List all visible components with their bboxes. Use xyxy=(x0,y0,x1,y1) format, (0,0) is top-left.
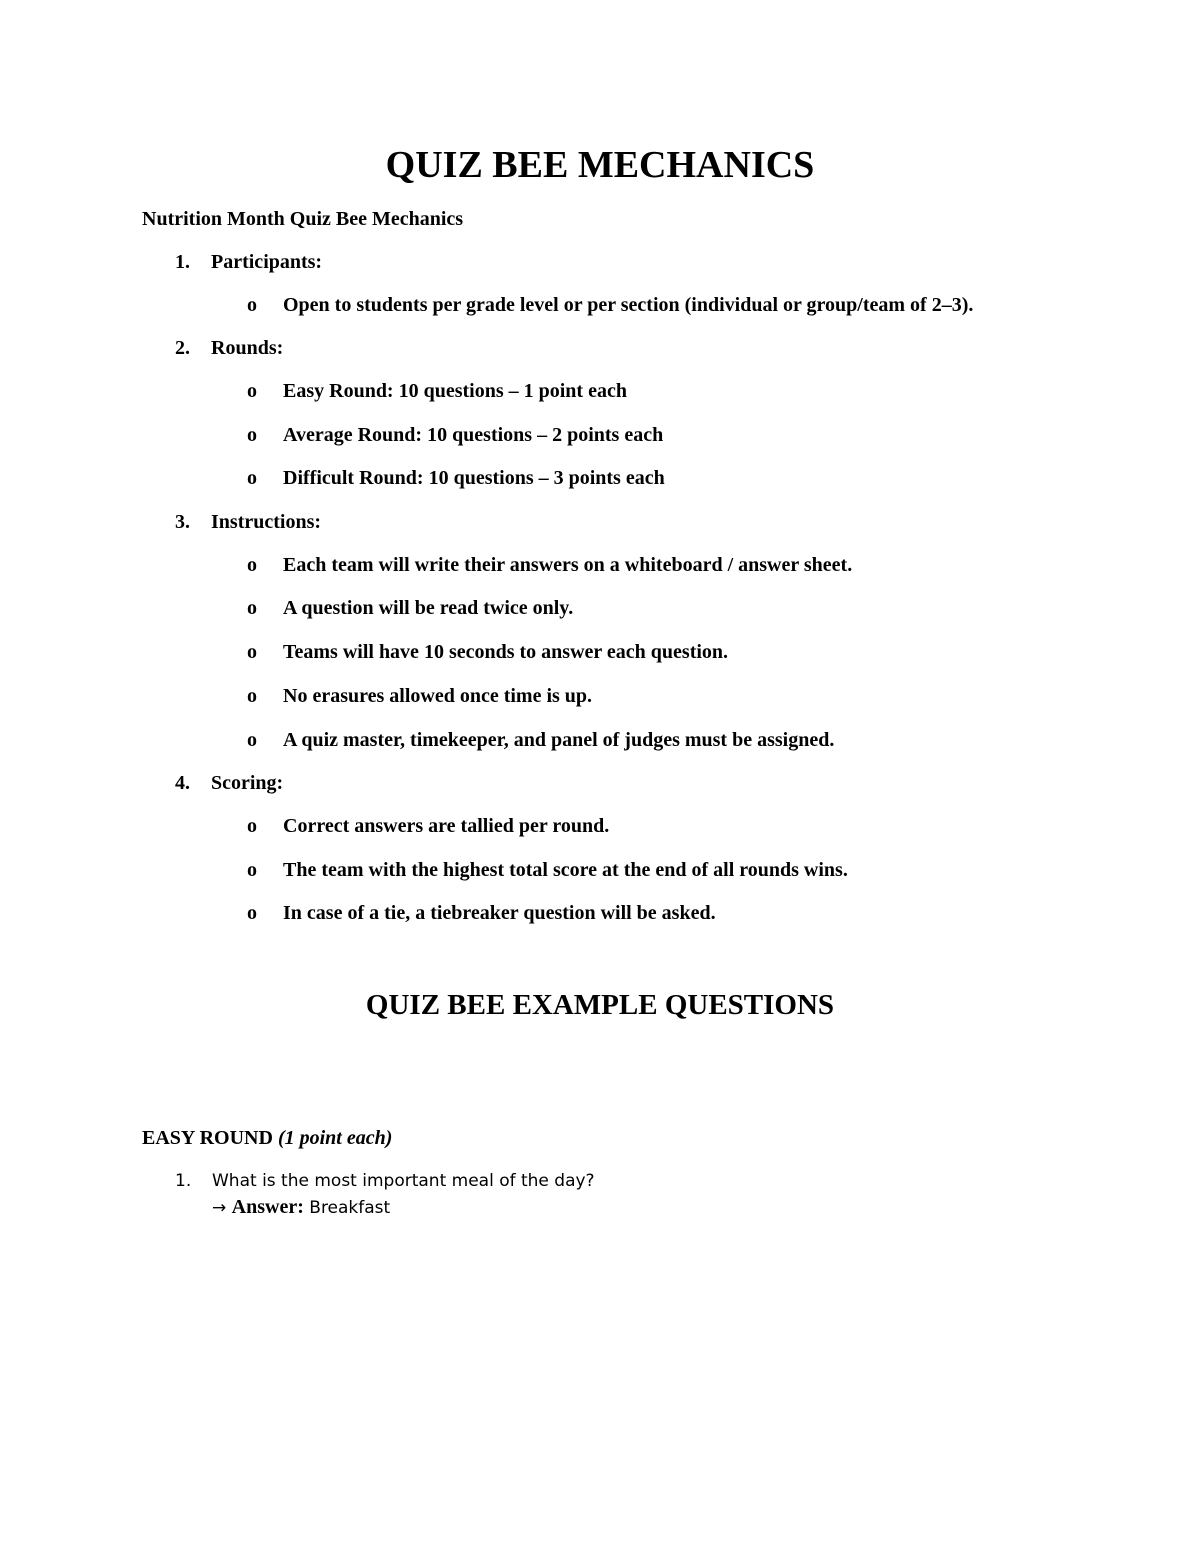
bullet-text: A quiz master, timekeeper, and panel of judges must be assigned. xyxy=(283,729,835,751)
page-title: QUIZ BEE MECHANICS xyxy=(385,144,815,186)
question-item xyxy=(175,1168,595,1194)
bullet-marker: o xyxy=(247,380,257,402)
examples-title: QUIZ BEE EXAMPLE QUESTIONS xyxy=(365,989,835,1021)
bullet-text: Open to students per grade level or per section (individual or group/team of 2–3). xyxy=(283,294,974,316)
mechanics-item-participants xyxy=(175,249,322,275)
bullet-item xyxy=(247,813,609,839)
easy-round-points: (1 point each) xyxy=(277,1127,393,1149)
item-number: 1. xyxy=(175,251,190,273)
section-heading-text: Nutrition Month Quiz Bee Mechanics xyxy=(142,208,464,230)
bullet-text: Difficult Round: 10 questions – 3 points each xyxy=(283,467,665,489)
bullet-item xyxy=(247,422,663,448)
bullet-marker: o xyxy=(247,902,257,924)
bullet-marker: o xyxy=(247,685,257,707)
bullet-item xyxy=(247,727,834,753)
easy-round-label: EASY ROUND xyxy=(142,1127,273,1149)
bullet-text: The team with the highest total score at the end of all rounds wins. xyxy=(283,859,848,881)
bullet-text: No erasures allowed once time is up. xyxy=(283,685,593,707)
item-label: Participants: xyxy=(211,251,323,273)
bullet-marker: o xyxy=(247,467,257,489)
bullet-text: Easy Round: 10 questions – 1 point each xyxy=(283,380,627,402)
section-heading xyxy=(142,206,463,233)
bullet-text: In case of a tie, a tiebreaker question will be asked. xyxy=(283,902,716,924)
bullet-text: Average Round: 10 questions – 2 points each xyxy=(283,424,664,446)
question-text: What is the most important meal of the day? xyxy=(212,1171,595,1191)
bullet-item xyxy=(247,900,716,926)
bullet-marker: o xyxy=(247,641,257,663)
bullet-marker: o xyxy=(247,815,257,837)
bullet-marker: o xyxy=(247,294,257,316)
bullet-item xyxy=(247,465,665,491)
bullet-text: Each team will write their answers on a whiteboard / answer sheet. xyxy=(283,554,853,576)
mechanics-item-rounds xyxy=(175,335,283,361)
item-label: Scoring: xyxy=(211,772,284,794)
bullet-item xyxy=(247,683,592,709)
bullet-marker: o xyxy=(247,424,257,446)
answer-text: Breakfast xyxy=(309,1198,391,1218)
easy-round-heading xyxy=(142,1125,392,1152)
bullet-item xyxy=(247,292,973,318)
answer-label: Answer: xyxy=(231,1196,304,1218)
bullet-item xyxy=(247,857,848,883)
mechanics-item-scoring xyxy=(175,770,283,796)
bullet-item xyxy=(247,639,728,665)
bullet-marker: o xyxy=(247,729,257,751)
bullet-marker: o xyxy=(247,597,257,619)
bullet-text: A question will be read twice only. xyxy=(283,597,574,619)
mechanics-item-instructions xyxy=(175,509,321,535)
bullet-item xyxy=(247,552,852,578)
bullet-item xyxy=(247,595,573,621)
item-number: 2. xyxy=(175,337,190,359)
item-number: 3. xyxy=(175,511,190,533)
item-label: Instructions: xyxy=(211,511,322,533)
bullet-text: Teams will have 10 seconds to answer each question. xyxy=(283,641,729,663)
bullet-marker: o xyxy=(247,554,257,576)
question-number: 1. xyxy=(175,1171,192,1191)
answer-line xyxy=(212,1194,390,1221)
bullet-item xyxy=(247,378,627,404)
bullet-marker: o xyxy=(247,859,257,881)
item-number: 4. xyxy=(175,772,190,794)
item-label: Rounds: xyxy=(211,337,284,359)
arrow-right-icon: → xyxy=(212,1198,227,1218)
bullet-text: Correct answers are tallied per round. xyxy=(283,815,610,837)
